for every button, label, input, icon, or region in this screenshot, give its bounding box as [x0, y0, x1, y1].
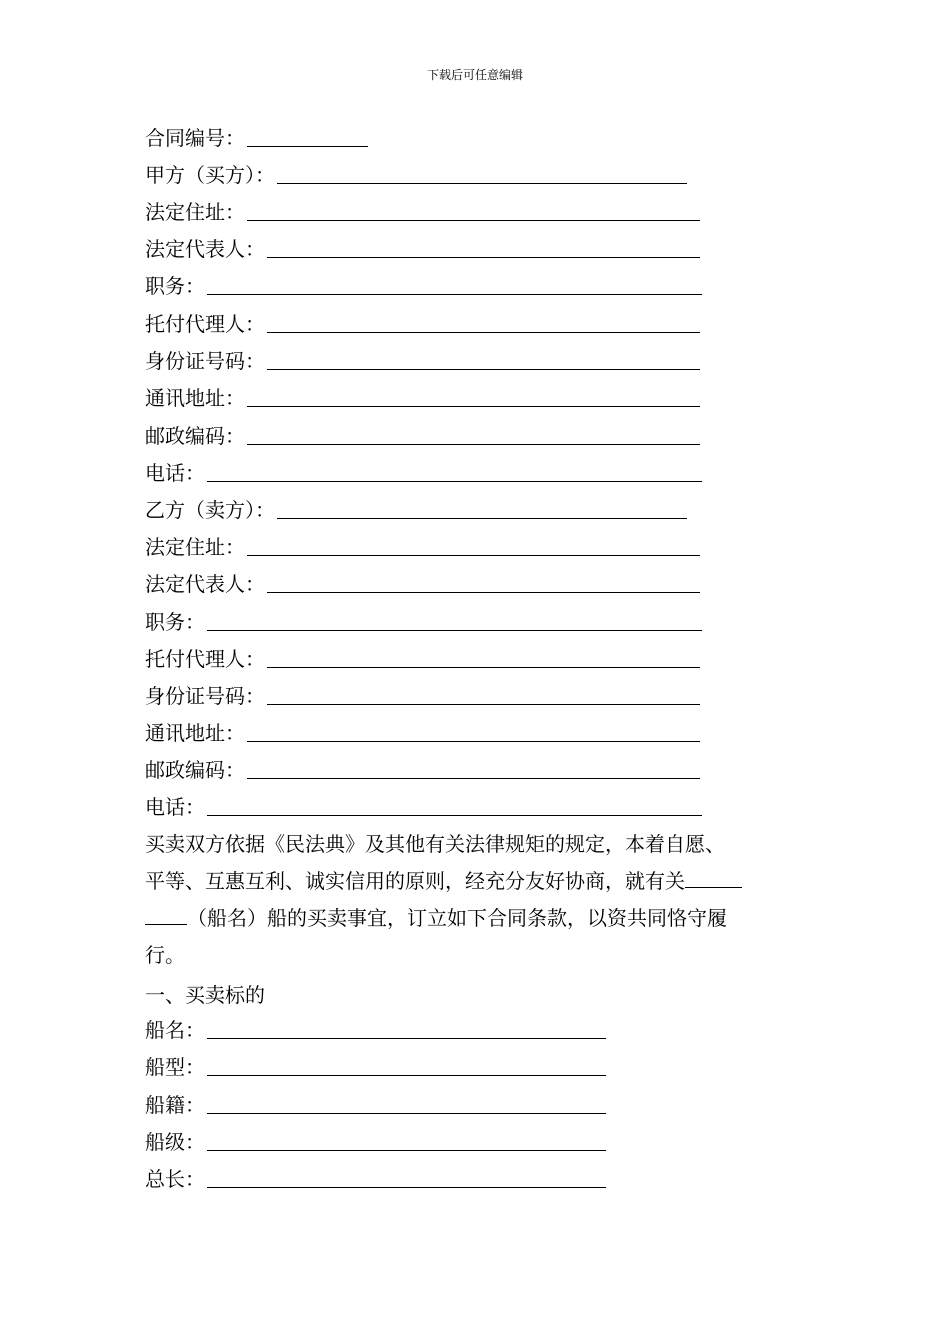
party-a-postcode-blank[interactable] [247, 424, 700, 445]
party-b-position-label: 职务： [145, 609, 205, 634]
preamble-line-3-text: （船名）船的买卖事宜，订立如下合同条款，以资共同恪守履 [187, 906, 727, 930]
party-b-phone-blank[interactable] [207, 795, 702, 816]
party-b-mailing-address-field [145, 716, 700, 746]
ship-registry-blank[interactable] [207, 1093, 606, 1114]
party-a-position-field [145, 269, 702, 299]
party-b-postcode-field [145, 753, 700, 783]
party-b-title: 乙方（卖方）： [145, 497, 275, 522]
party-a-agent-blank[interactable] [267, 312, 700, 333]
ship-name-label: 船名： [145, 1017, 205, 1042]
party-a-title: 甲方（买方）： [145, 162, 275, 187]
party-a-representative-blank[interactable] [267, 237, 700, 258]
party-b-address-field [145, 530, 700, 560]
party-a-id-blank[interactable] [267, 349, 700, 370]
party-a-name-blank[interactable] [277, 163, 687, 184]
party-a-address-label: 法定住址： [145, 199, 245, 224]
party-a-representative-label: 法定代表人： [145, 236, 265, 261]
party-a-mailing-address-field [145, 381, 700, 411]
party-a-representative-field [145, 232, 700, 262]
contract-number-label: 合同编号： [145, 125, 245, 150]
party-b-address-blank[interactable] [247, 535, 700, 556]
ship-length-label: 总长： [145, 1166, 205, 1191]
party-b-address-label: 法定住址： [145, 534, 245, 559]
party-a-agent-label: 托付代理人： [145, 311, 265, 336]
party-b-id-field [145, 679, 700, 709]
party-b-representative-label: 法定代表人： [145, 571, 265, 596]
party-a-id-field [145, 344, 700, 374]
preamble-line-2-text: 平等、互惠互利、诚实信用的原则，经充分友好协商，就有关 [145, 869, 685, 893]
party-b-position-blank[interactable] [207, 610, 702, 631]
ship-length-field [145, 1162, 606, 1192]
party-b-name-blank[interactable] [277, 498, 687, 519]
party-a-phone-blank[interactable] [207, 461, 702, 482]
party-b-mailing-address-blank[interactable] [247, 721, 700, 742]
party-b-representative-field [145, 567, 700, 597]
ship-length-blank[interactable] [207, 1167, 606, 1188]
party-b-agent-blank[interactable] [267, 647, 700, 668]
party-b-agent-label: 托付代理人： [145, 646, 265, 671]
contract-number-blank[interactable] [247, 126, 368, 147]
ship-class-blank[interactable] [207, 1130, 606, 1151]
party-b-agent-field [145, 642, 700, 672]
ship-class-label: 船级： [145, 1129, 205, 1154]
ship-registry-label: 船籍： [145, 1092, 205, 1117]
party-b-postcode-blank[interactable] [247, 758, 700, 779]
ship-type-label: 船型： [145, 1054, 205, 1079]
party-b-position-field [145, 605, 702, 635]
section-1-heading: 一、买卖标的 [145, 983, 265, 1007]
party-a-address-blank[interactable] [247, 200, 700, 221]
preamble-line-2 [145, 863, 813, 900]
preamble-line-4: 行。 [145, 943, 185, 967]
ship-name-blank-part-2[interactable] [145, 902, 187, 925]
page-header-note: 下载后可任意编辑 [426, 68, 523, 82]
ship-type-blank[interactable] [207, 1055, 606, 1076]
party-a-agent-field [145, 307, 700, 337]
party-b-phone-label: 电话： [145, 794, 205, 819]
party-a-postcode-label: 邮政编码： [145, 423, 245, 448]
ship-type-field [145, 1050, 606, 1080]
preamble-paragraph [145, 826, 813, 974]
preamble-line-1: 买卖双方依据《民法典》及其他有关法律规矩的规定，本着自愿、 [145, 832, 725, 856]
ship-name-blank[interactable] [207, 1018, 606, 1039]
party-a-mailing-address-label: 通讯地址： [145, 385, 245, 410]
party-a-mailing-address-blank[interactable] [247, 386, 700, 407]
party-a-position-label: 职务： [145, 273, 205, 298]
party-b-phone-field [145, 790, 702, 820]
ship-name-blank-part-1[interactable] [685, 865, 742, 888]
party-b-title-field [145, 493, 687, 523]
party-a-address-field [145, 195, 700, 225]
party-a-position-blank[interactable] [207, 274, 702, 295]
party-a-id-label: 身份证号码： [145, 348, 265, 373]
party-a-title-field [145, 158, 687, 188]
ship-registry-field [145, 1088, 606, 1118]
preamble-line-3 [145, 900, 813, 937]
party-b-representative-blank[interactable] [267, 572, 700, 593]
party-b-postcode-label: 邮政编码： [145, 757, 245, 782]
party-b-mailing-address-label: 通讯地址： [145, 720, 245, 745]
party-a-phone-label: 电话： [145, 460, 205, 485]
party-b-id-blank[interactable] [267, 684, 700, 705]
contract-number-field [145, 121, 368, 151]
party-a-postcode-field [145, 419, 700, 449]
party-a-phone-field [145, 456, 702, 486]
ship-class-field [145, 1125, 606, 1155]
ship-name-field [145, 1013, 606, 1043]
party-b-id-label: 身份证号码： [145, 683, 265, 708]
